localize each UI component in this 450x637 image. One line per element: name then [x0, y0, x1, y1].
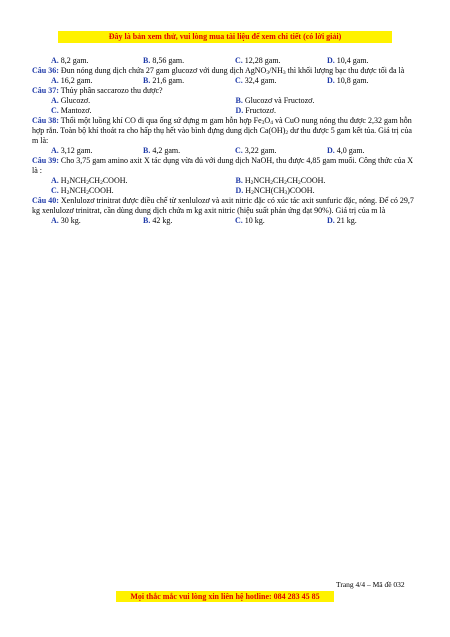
q40-option-d: D. 21 kg. — [327, 216, 357, 225]
q40-option-a: A. 30 kg. — [51, 216, 81, 225]
q36-options — [32, 76, 420, 86]
q39-option-c: C. $H_2NCH_2COOH$. — [51, 186, 114, 196]
q39-options-row1 — [32, 176, 420, 186]
q38-options — [32, 146, 420, 156]
hotline-banner: Mọi thắc mắc vui lòng xin liên hệ hotline: 084 283 45 85 — [116, 591, 334, 602]
q36-stem: Câu 36: Đun nóng dung dịch chứa 27 gam glucozơ với dung dịch $AgNO_3/NH_3$ thì khối lượng bạc thu được tối đa là — [32, 66, 405, 76]
q37-option-a: A. Glucozơ. — [51, 96, 91, 105]
questions-area — [32, 56, 420, 226]
q37-option-c: C. Mantozơ. — [51, 106, 92, 115]
q40-option-b: B. 42 kg. — [143, 216, 173, 225]
q39-option-a: A. $H_2NCH_2CH_2COOH$. — [51, 176, 128, 186]
q38-option-b: B. 4,2 gam. — [143, 146, 181, 155]
q35-option-a: A. 8,2 gam. — [51, 56, 89, 65]
q38-option-d: D. 4,0 gam. — [327, 146, 365, 155]
q38-stem: Câu 38: Thổi một luồng khí CO đi qua ống sứ đựng m gam hỗn hợp $Fe_3O_4$ và CuO nung nóng thu được 2,32 gam hỗn hợp rắn. Toàn bộ khí thoát ra cho hấp thụ hết vào bình đựng dung dịch $Ca(OH)_2$ dư thu được 5 gam kết tủa. Giá trị của m là: — [32, 116, 412, 145]
q38-option-c: C. 3,22 gam. — [235, 146, 277, 155]
q39-options-row2 — [32, 186, 420, 196]
q37-option-d: D. Fructozơ. — [235, 106, 276, 115]
preview-banner: Đây là bản xem thử, vui lòng mua tài liệu để xem chi tiết (có lời giải) — [58, 31, 392, 43]
q37-stem: Câu 37: Thủy phân saccarozo thu được? — [32, 86, 163, 95]
q35-option-b: B. 8,56 gam. — [143, 56, 185, 65]
q39-stem: Câu 39: Cho 3,75 gam amino axit X tác dụng vừa đủ với dung dịch NaOH, thu được 4,85 gam muối. Công thức của X là : — [32, 156, 413, 175]
q39-option-b: B. $H_2NCH_2CH_2CH_2COOH$. — [235, 176, 326, 186]
q35-option-d: D. 10,4 gam. — [327, 56, 369, 65]
q40-options — [32, 216, 420, 226]
q35-options — [32, 56, 420, 66]
page-number: Trang 4/4 – Mã đề 032 — [336, 580, 405, 589]
q37-options-row2 — [32, 106, 420, 116]
q40-option-c: C. 10 kg. — [235, 216, 265, 225]
q36-option-d: D. 10,8 gam. — [327, 76, 369, 85]
q37-option-b: B. Glucozơ và Fructozơ. — [235, 96, 315, 105]
q36-option-b: B. 21,6 gam. — [143, 76, 185, 85]
q36-option-c: C. 32,4 gam. — [235, 76, 277, 85]
q35-option-c: C. 12,28 gam. — [235, 56, 281, 65]
q39-option-d: D. $H_2NCH(CH_3)COOH$. — [235, 186, 315, 196]
q40-stem: Câu 40: Xenlulozơ trinitrat được điều chế từ xenlulozơ và axit nitric đặc có xúc tác axit sunfuric đặc, nóng. Để có 29,7 kg xenlulozơ trinitrat, cần dùng dung dịch chứa m kg axit nitric (hiệu suất phản ứng đạt 90%). Giá trị của m là — [32, 196, 414, 215]
q37-options-row1 — [32, 96, 420, 106]
q38-option-a: A. 3,12 gam. — [51, 146, 93, 155]
q36-option-a: A. 16,2 gam. — [51, 76, 93, 85]
